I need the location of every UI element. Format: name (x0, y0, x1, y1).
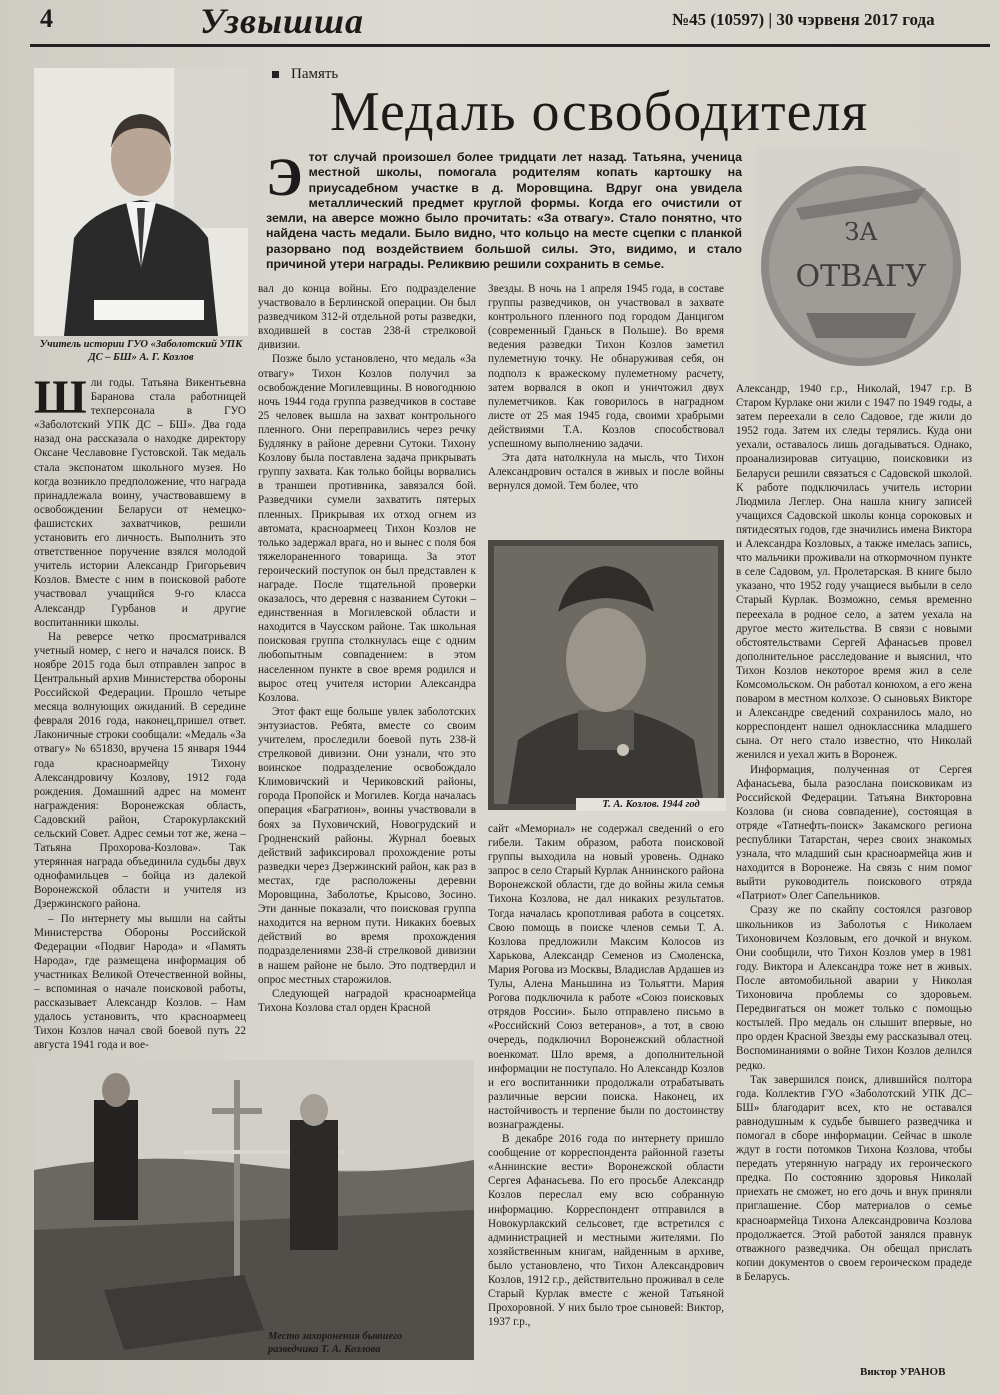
article-column-3-top (488, 282, 724, 493)
masthead-rule (30, 44, 990, 47)
col4-paragraph-4: Так завершился поиск, длившийся полтора года. Коллектив ГУО «Заболотский УПК ДС–БШ» благодарит всех, кто не оставался равнодушным к судьбе бывшего разведчика и помогал в сборе информации. Сейчас в школе ждут в гости потомков Тихона Козлова, чтобы передать утерянную награду их героического предка. По состоянию здоровья Николай приехать не сможет, но его дочь и внук приняли приглашение. Сбор материалов о семье красноармейца Тихона Александровича Козлова продолжается. Этой работой занялся правнук отважного разведчика. Он обещал прислать копии документов о своем героическом прадеде в Беларусь. (736, 1073, 972, 1283)
col2-paragraph-4: Следующей наградой красноармейца Тихона Козлова стал орден Красной (258, 987, 476, 1014)
col4-paragraph-3: Сразу же по скайпу состоялся разговор школьников из Заболотья с Николаем Тихоновичем Козловым, его дочкой и внуком. Они сообщили, что Тихон Козлов умер в 1981 году. Виктора и Александра тоже нет в живых. После автомобильной аварии у Николая Тихоновича проблемы со здоровьем. Передвигаться он может только с помощью костылей. Про медаль он слышит впервые, но про орден Красной Звезды ему рассказывал отец. Воспоминаниями о войне Тихон Козлов делился редко. (736, 904, 972, 1072)
col3-paragraph-4: В декабре 2016 года по интернету пришло сообщение от корреспондента районной газеты «Аннинские вести» Воронежской области Сергея Афанасьева. По его просьбе Александр Козлов переслал ему всю собранную информацию. Корреспондент отправился в Новокурлакский сельсовет, где встретился с администрацией и местными жителями. По хозяйственным книгам, найденным в архиве, было установлено, что Тихон Александрович Козлов, 1912 г.р., действительно проживал в селе Старый Курлак вместе с женой Татьяной Прохоровной. У них было трое сыновей: Виктор, 1937 г.р., (488, 1133, 724, 1329)
col2-paragraph-3: Этот факт еще больше увлек заболотских энтузиастов. Ребята, вместе со своим учителем, проследили боевой путь 238-й стрелковой дивизии. Они узнали, что это воинское подразделение освобождало Климовичский и Чериковский районы, города Пропойск и Могилев. Когда началась операция «Багратион», воины участвовали в боях за Пуховичский, Новогрудский и Гродненский районы. Журнал боевых действий зафиксировал прохождение роты разведки через Дзержинский район, как раз в местах, где расположены деревни Моровщина, Заболотье, Крысово, Зосино. Эти данные показали, что поисковая группа находится на верном пути. Никаких боевых действий во время прохождения подразделениями 238-й стрелковой дивизии в нашем районе не было. Это подтвердил и опрос местных старожилов. (258, 705, 476, 986)
author-signature: Виктор УРАНОВ (860, 1366, 946, 1378)
soldier-photo (488, 540, 724, 810)
medal-inscription-1: ЗА (844, 218, 878, 246)
lead-dropcap: Э (266, 147, 303, 207)
headline: Медаль освободителя (330, 81, 869, 143)
col3-paragraph-3: сайт «Мемориал» не содержал сведений о его гибели. Таким образом, работа поисковой группы выходила на новый уровень. Однако запрос в село Старый Курлак Аннинского района Воронежской области, где до войны жила семья Тихона Козлова, не дал никаких результатов. Тогда началась кропотливая работа в соцсетях. Свою помощь в поиске членов семьи Т. А. Козлова предложили Максим Колосов из Харькова, Александр Семенов из Смоленска, Мария Рогова из Москвы, Владислав Ардашев из Тулы, Алена Маньшина из Тольятти. Мария Рогова подключила к работе «Союз поисковых отрядов России». Было отправлено письмо в «Российский Союз ветеранов», а тот, в свою очередь, подключил Воронежский областной военкомат. Шло время, а дополнительной информации не поступало. Но Александр Козлов и его воспитанники продолжали отрабатывать различные версии поиска. Наконец, их настойчивость и терпение были по достоинству вознаграждены. (488, 823, 724, 1131)
medal-photo (756, 148, 966, 388)
soldier-photo-caption: Т. А. Козлов. 1944 год (576, 798, 726, 811)
newspaper-title: Узвышша (200, 1, 365, 41)
article-column-1 (34, 371, 246, 1053)
teacher-photo-caption: Учитель истории ГУО «Заболотский УПК ДС – БШ» А. Г. Козлов (39, 339, 243, 363)
col3-paragraph-2: Эта дата натолкнула на мысль, что Тихон Александрович остался в живых и после войны вернулся домой. Тем более, что (488, 452, 724, 493)
rubric-label: Память (272, 66, 338, 83)
col1-paragraph-1: ли годы. Татьяна Викентьевна Баранова стала работницей техперсонала в ГУО «Заболотский УПК ДС – БШ». Два года назад она рассказала о находке директору Оксане Чеславовне Густовской. Так медаль стала экспонатом школьного музея. Но когда возникло предположение, что награда принадлежала воину, участвовавшему в освобождении Беларуси от немецко-фашистских захватчиков, решили установить его личность. Выполнить это ответственное поручение взялся молодой учитель истории Александр Григорьевич Козлов. Вместе с ним в поисковой работе участвовал учащийся 9-го класса Александр Гурбанов и другие воспитанники школы. (34, 377, 246, 629)
article-column-4 (736, 382, 972, 1284)
grave-photo (34, 1060, 474, 1360)
col4-paragraph-1: Александр, 1940 г.р., Николай, 1947 г.р. В Старом Курлаке они жили с 1947 по 1949 годы, а затем переехали в село Садовое, где жили до 1952 года. Затем их следы терялись. Куда они уехали, оставалось лишь догадываться. Однако, проанализировав ситуацию, поисковики из Беларуси решили связаться с Садовской школой. К работе подключилась учитель истории Людмила Леглер. Она нашла книгу записей учащихся Садовской школы конца сороковых и пятидесятых годов, где значились имена Виктора и Александра Козловых, а также имелась запись, что мальчики проживали на откормочном пункте в селе Садовом, ул. Пролетарская. В книге было указано, что 1952 году учащиеся выбыли в село Старый Курлак. Возможно, семья временно переехала в родное село, а затем уехала на другое место жительства. В связи с новыми обстоятельствами Сергей Афанасьев провел дополнительное расследование и выяснил, что Тихон Козлов некоторое время жил в селе Комсомольском. Он работал конюхом, а его жена поваром в местном колхозе. О сыновьях Викторе и Александре сведений сохранилось мало, но корреспондент нашел одноклассника младшего сына. От него стало известно, что Николай женился и уехал жить в Воронеж. (736, 383, 972, 762)
lead-paragraph (266, 147, 742, 272)
grave-photo-caption: Место захоронения бывшего разведчика Т. А. Козлова (268, 1331, 403, 1355)
col1-paragraph-3: – По интернету мы вышли на сайты Министерства Обороны Российской Федерации «Подвиг Народа» и «Память Народа», где размещена информация об участниках Великой Отечественной войны, – вспоминая о начале поисковой работы, рассказывает Александр Козлов. – Нам удалось установить, что красноармеец Тихон Козлов начал свой боевой путь 22 августа 1941 года и вое- (34, 912, 246, 1052)
col2-paragraph-2: Позже было установлено, что медаль «За отвагу» Тихон Козлов получил за освобождение Могилевщины. В новогоднюю ночь 1944 года группа разведчиков в составе 25 человек вышла на захват контрольного пленного. Они переправились через речку Будлянку в районе деревни Сутоки. Тихону Козлову была поставлена задача прикрывать группу захвата. Как только бойцы ворвались в траншеи противника, завязался бой. Разведчики сумели захватить пятерых пленных. Прикрывая их отход огнем из автомата, красноармеец Тихон Козлов не только задержал врага, но и вынес с поля боя тяжелораненного товарища. За этот героический поступок он был представлен к награде. После тщательной проверки оказалось, что деревня с названием Сутоки – единственная в Могилевской области и находится в Чаусском районе. Так школьная поисковая группа столкнулась еще с одним любопытным совпадением: в этом населенном пункте в свое время родился и вырос отец учителя истории Александра Козлова. (258, 353, 476, 704)
col4-paragraph-2: Информация, полученная от Сергея Афанасьева, была разослана поисковикам из Российской Федерации. Татьяна Викторовна Козлова (и снова совпадение), состоящая в отряде «Татнефть-поиск» Закамского региона республики Татарстан, через своих знакомых узнала, что младший сын красноармейца жив и находится в Воронеже. На связь с ним помог выйти руководитель поискового отряда «Патриот» Олег Сапельников. (736, 763, 972, 903)
article-column-3-bottom (488, 822, 724, 1329)
col1-paragraph-2: На реверсе четко просматривался учетный номер, с него и начался поиск. В ноябре 2015 года был отправлен запрос в Центральный архив Министерства обороны Российской Федерации. Прошло четыре месяца волнующих ожиданий. В середине февраля 2016 года, наконец,пришел ответ. Лаконичные строки сообщали: «Медаль «За отвагу» № 651830, вручена 15 января 1944 года красноармейцу Тихону Александровичу Козлову, 1912 года рождения. Домашний адрес на момент награждения: Воронежская область, Садовский район, Старокурлакский сельский Совет. Адрес семьи тот же, жена – Татьяна Прохорова-Козлова». Так утерянная награда объединила судьбы двух однофамильцев – бойца из далекой Воронежской области и учителя из Дзержинского района. (34, 630, 246, 911)
teacher-photo (34, 68, 248, 336)
lead-text: тот случай произошел более тридцати лет назад. Татьяна, ученица местной школы, помогала родителям копать картошку на приусадебном участке в д. Моровщина. Вдруг она увидела металлический предмет круглой формы. Когда его очистили от земли, на аверсе можно было прочитать: «За отвагу». Стало понятно, что найдена часть медали. Было видно, что кольцо на месте сцепки с планкой разорвано под воздействием большой силы. Это, видимо, и стало причиной утери награды. Реликвию решили сохранить в семье. (266, 150, 742, 272)
article-column-2 (258, 282, 476, 1015)
col2-paragraph-1: вал до конца войны. Его подразделение участвовало в Берлинской операции. Он был разведчиком 312-й отдельной роты разведки, входившей в состав 238-й стрелковой дивизии. (258, 283, 476, 352)
page-number: 4 (40, 4, 53, 33)
col3-paragraph-1: Звезды. В ночь на 1 апреля 1945 года, в составе группы разведчиков, он участвовал в захвате контрольного пленного под городом Данцигом (современный Гданьск в Польше). Во время ведения разведки Тихон Козлов заметил пулеметную точку. Не обнаруживая себя, он подполз к вражескому пулеметному расчету, затем ворвался в окоп и уничтожил двух пулеметчиков. Как говорилось в наградном листе от 25 мая 1945 года, своими храбрыми действиями Т.А. Козлов способствовал успешному выполнению задачи. (488, 283, 724, 451)
issue-date: №45 (10597) | 30 чэрвеня 2017 года (672, 10, 935, 29)
medal-inscription-2: ОТВАГУ (795, 259, 927, 294)
body-dropcap: Ш (34, 371, 87, 424)
